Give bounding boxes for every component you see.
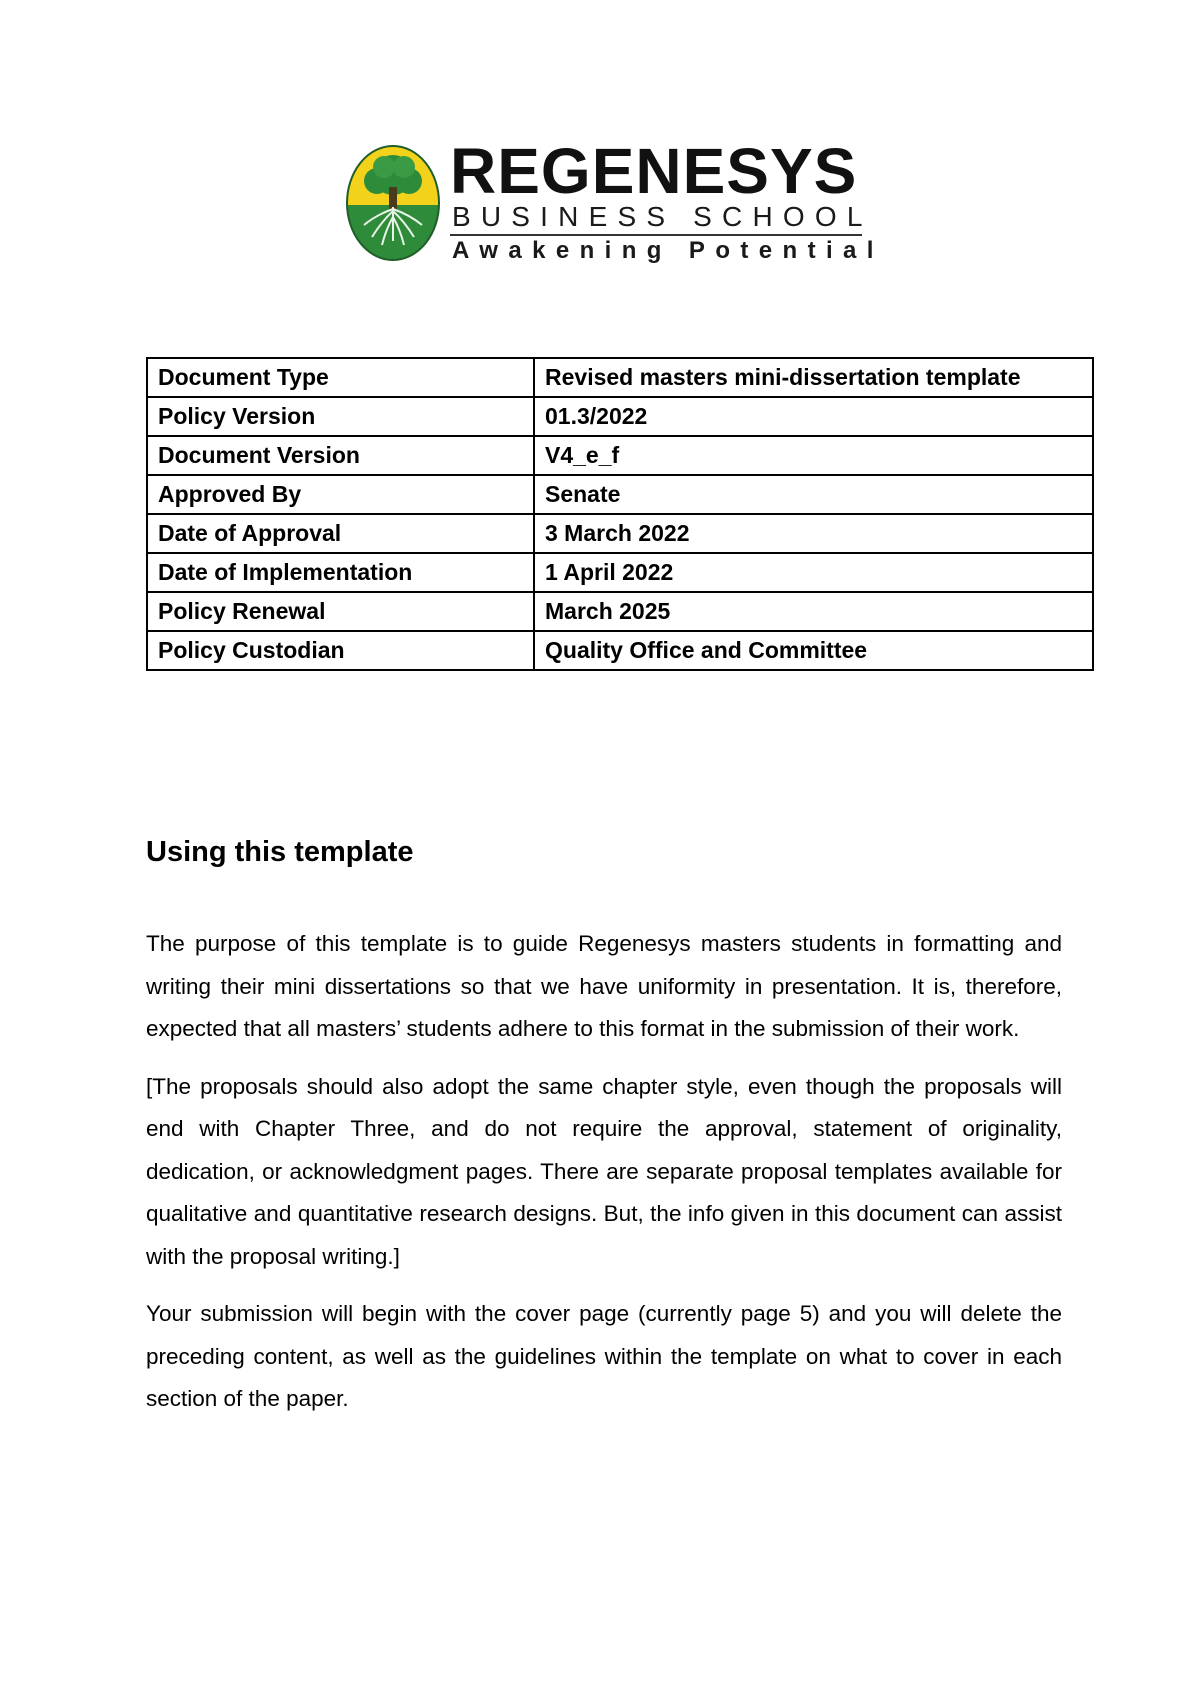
row-value: 3 March 2022 — [534, 514, 1093, 553]
table-row — [147, 553, 1093, 592]
brand-divider — [450, 234, 862, 236]
brand-name: REGENESYS — [450, 135, 858, 207]
table-row — [147, 631, 1093, 670]
table-row — [147, 358, 1093, 397]
document-info-table — [146, 357, 1094, 671]
regenesys-logo — [346, 135, 884, 265]
row-label: Policy Custodian — [147, 631, 534, 670]
row-label: Policy Renewal — [147, 592, 534, 631]
row-value: V4_e_f — [534, 436, 1093, 475]
table-row — [147, 475, 1093, 514]
row-value: 01.3/2022 — [534, 397, 1093, 436]
row-value: Revised masters mini-dissertation template — [534, 358, 1093, 397]
row-label: Document Version — [147, 436, 534, 475]
row-value: 1 April 2022 — [534, 553, 1093, 592]
tree-emblem-icon — [346, 145, 440, 261]
paragraph: Your submission will begin with the cover page (currently page 5) and you will delete the preceding content, as well as the guidelines within the template on what to cover in each section of the paper. — [146, 1301, 1062, 1411]
row-value: March 2025 — [534, 592, 1093, 631]
table-row — [147, 436, 1093, 475]
table-row — [147, 514, 1093, 553]
row-value: Senate — [534, 475, 1093, 514]
paragraph: The purpose of this template is to guide Regenesys masters students in formatting and writing their mini dissertations so that we have uniformity in presentation. It is, therefore, expected that all masters’ students adhere to this format in the submission of their work. — [146, 931, 1062, 1041]
row-label: Approved By — [147, 475, 534, 514]
brand-subtitle: BUSINESS SCHOOL — [452, 201, 873, 232]
row-label: Policy Version — [147, 397, 534, 436]
logo-wordmark — [450, 135, 884, 265]
row-value: Quality Office and Committee — [534, 631, 1093, 670]
table-row — [147, 592, 1093, 631]
table-row — [147, 397, 1093, 436]
section-heading: Using this template — [146, 836, 414, 868]
row-label: Date of Approval — [147, 514, 534, 553]
brand-tagline: Awakening Potential — [452, 237, 884, 264]
row-label: Document Type — [147, 358, 534, 397]
paragraph: [The proposals should also adopt the same chapter style, even though the proposals will end with Chapter Three, and do not require the approval, statement of originality, dedication, or acknowledgment pages. There are separate proposal templates available for qualitative and quantitative research designs. But, the info given in this document can assist with the proposal writing.] — [146, 1073, 1062, 1269]
section-body — [146, 923, 1062, 1436]
row-label: Date of Implementation — [147, 553, 534, 592]
